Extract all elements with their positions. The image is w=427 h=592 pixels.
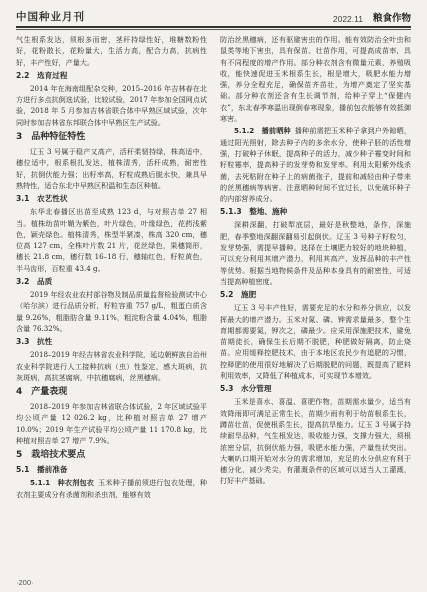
paragraph-text: 玉米是喜水、喜温、喜肥作物，苗期需水量少，适当有效降雨即可满足正常生长，苗期少雨有利于幼苗根系生长，蹲苗壮苗，促使根系生长，提高抗旱能力。辽玉 3 号属于持续耐旱品种，气生根发达，吸收能力强，支撑力强大，须根浓密分层，抗倒伏能力强，吸肥水能力强，产量性状突出。大喇叭口期开始对水分的需求增加，充足的水分供应有利于穗分化，减少秃尖，有灌溉条件的区域可以适当人工灌溉，打好丰产基础。 [220,397,411,486]
article-body [16,34,411,572]
body-paragraph [16,206,207,274]
body-paragraph [16,477,207,500]
paragraph-text: 2014 年在海南组配杂交种，2015–2016 年吉林春在北方进行多点抗倒选试验，比较试验，2017 年参加全国网点试验，2018 年 5 月参加吉林省联合体中早熟区域试验，次年同时参加吉林省东邦联合体中早熟区生产试验。 [16,83,207,127]
paragraph-text: 2019 年经农业农村部谷物及制品质量监督检验测试中心（哈尔滨）进行品质分析，籽粒容重 757 g/L，粗蛋白质含量 9.26%，粗脂肪含量 9.11%，粗淀粉含量 4.04%，粗脂含量 76.32%。 [16,290,207,333]
subsection-heading: 5.1.3 整地、施种 [220,207,288,217]
body-paragraph [220,302,411,381]
body-paragraph [220,396,411,486]
paragraph-text: 辽玉 3 号丰产性好，需要充足的水分和养分供应，以发挥最大的增产潜力。玉米对氮、磷、钾需求量最多，整个生育期都需要氮，钾次之，磷最少。应采用深施肥技术，避免苗期徒长，确保生长后期不脱肥，种肥做好隔离，防止烧苗。应用缓释控肥技术，由于本地区农民少有追肥的习惯，控释肥的使用很好地解决了后期脱肥的问题，既提高了肥料利用效率，又降低了种植成本，可实现节本增效。 [220,303,411,381]
paragraph-text: 深耕深翻，打破犁底层，最好是秋整地，条作，深施肥，春季整地深翻深翻易引起倒伏。辽玉 3 号种子籽粒匀，发芽势强，需提早播种。选择在土壤肥力较好的地块种植，可以充分利用其增产潜力，利用其高产、发挥品种的丰产性等优势。根据当地物候条件及品种本身具有的耐密性，可适当提高种植密度。 [220,220,411,286]
issue-date: 2022.11 [332,14,363,24]
subsection-heading: 2.2 选育过程 [16,70,68,80]
header-rule [16,26,411,28]
paragraph-text: 气生根系发达，须根多而密，茎秆持绿性好，堆糖数粉性好，花粉散长，花粉量大，生活力高，配合力高，抗病性好，丰产性好，产量大。 [16,35,207,67]
subsection-heading: 5.2 施肥 [220,290,257,300]
subsection-heading: 5.3 水分管理 [220,384,272,394]
journal-masthead: 中国种业月刊 [16,11,85,23]
body-paragraph [16,401,207,446]
subsection-heading: 3.3 抗性 [16,337,53,347]
header-rule-thin [16,29,411,30]
body-paragraph [220,125,411,204]
body-paragraph [220,219,411,287]
section-heading: 5 栽培技术要点 [16,450,86,461]
page-number: ·200· [16,578,34,587]
header-right [333,10,411,24]
left-column [16,34,207,572]
subsection-heading: 3.1 农艺性状 [16,194,68,204]
body-paragraph [16,289,207,334]
body-paragraph [16,146,207,191]
paragraph-lead-heading: 5.1.2 播前晒种 [234,126,291,136]
paragraph-text: 东华北春播区出苗至成熟 123 d，与对照吉单 27 相当。植株幼苗叶鞘为紫色，叶片绿色，叶缘绿色，花药浅紫色，颖壳绿色。植株清秀，株型半紧凑，株高 320 cm，穗位高 127 cm，全株叶片数 21 片，花丝绿色，果穗筒形，穗长 21.8 cm，穗行数 16–18 行，穗轴红色，籽粒黄色，半马齿形，百粒重 43.4 g。 [16,207,207,273]
section-heading: 3 品种特征特性 [16,132,86,143]
paragraph-text: 2018–2019 年经吉林省农业科学院，延边朝鲜族自治州农业科学院进行人工接种抗病（虫）性鉴定，感大斑病，抗灰斑病，高抗茎腐病，中抗穗腐病，丝黑穗病。 [16,350,207,382]
paragraph-text: 防治丝黑穗病，还有驱避害虫的作用。能有效防治全叶虫和鼠类等地下害虫，具有保苗、壮苗作用，可提高成苗率，具有不同程度的增产作用。部分种衣剂含有微量元素，养殖吸收，能快速促进玉米根系生长，根是增大，吸肥水能力增强，养分全程充足，确保苗齐苗壮，为增产奠定了坚实基础。部分种衣剂还含有生长调节剂，给种子穿上“保健内衣”，东北春季寒温出现倒春寒现象，播前包衣能够有效抵御寒害。 [220,35,411,124]
paragraph-text: 播种前需把玉米种子拿到户外晾晒，通过阳光照射，除去种子内的多余水分，使种子胚的活性增强，打破种子休眠，提高种子的活力，减少种子霉变时间和籽粒霉率，提高种子的发芽势和发芽率。利用太阳紫外线杀菌，去死粘附在种子上的病菌孢子，提前和减轻由种子带来的丝黑穗病等病害。注意晒种时间不宜过长，以免破坏种子的内部营养成分。 [220,126,411,204]
body-paragraph [16,83,207,128]
paragraph-text: 2018–2019 年参加吉林省联合体试验，2 年区域试验平均公顷产量 12 026.2 kg，比种植对照吉单 27 增产 10.0%；2019 年生产试验平均公顷产量 11 170.8 kg，比种植对照吉单 27 增产 7.9%。 [16,402,207,446]
body-paragraph [16,34,207,68]
subsection-heading: 3.2 品质 [16,277,53,287]
page-header [16,4,411,24]
column-name: 粮食作物 [372,13,411,24]
right-column [220,34,411,572]
paragraph-lead-heading: 5.1.1 种衣剂包衣 [30,478,95,488]
section-heading: 4 产量表现 [16,387,68,398]
paragraph-text: 辽玉 3 号属于稳产又高产，活秆柔韧持绿，株高适中，穗位适中，根系根扎发达，植株清秀，活秆成熟，耐密性好，抗倒伏能力强；出籽率高，籽粒成熟后脱水快，兼具早熟特性，适合东北中早熟区积温和生态区种植。 [16,147,207,190]
body-paragraph [220,34,411,124]
subsection-heading: 5.1 播前准备 [16,465,68,475]
body-paragraph [16,349,207,383]
paragraph-text: 玉米种子播前须进行包衣处理，种衣剂主要成分有杀菌剂和杀虫剂，能够有效 [16,478,207,499]
